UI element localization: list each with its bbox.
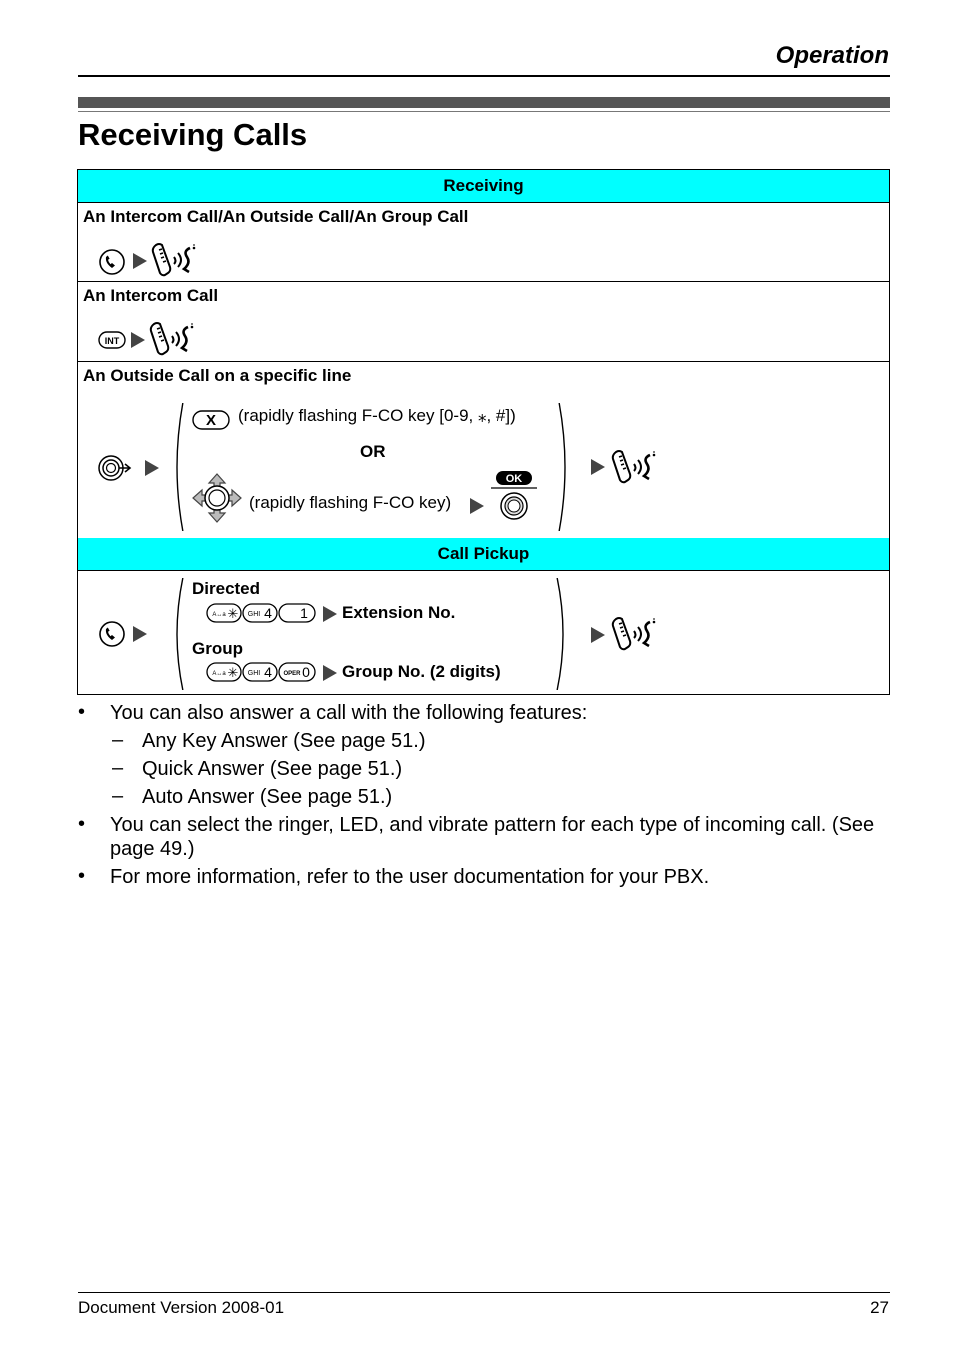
- ghi4-key-icon: [243, 663, 277, 681]
- handset-talk-icon: [610, 616, 658, 652]
- fco-key-text: (rapidly flashing F-CO key [0-9, ⁎, #]): [238, 406, 516, 425]
- directed-key-sequence: [206, 602, 318, 624]
- nav-key-icon: [192, 473, 242, 523]
- or-text: OR: [360, 442, 386, 461]
- fco-key-icon: [192, 409, 230, 431]
- star-key-icon: [207, 604, 241, 622]
- row-call-pickup: [78, 570, 889, 694]
- ok-key-icon: [490, 469, 538, 531]
- arrow-right-icon: [469, 497, 485, 515]
- arrow-right-icon: [130, 331, 146, 349]
- star-key-icon: [207, 663, 241, 681]
- svg-text:0: 0: [302, 664, 310, 680]
- svg-text:X: X: [205, 412, 217, 429]
- footer-rule: [78, 1292, 890, 1293]
- group-key-sequence: [206, 661, 318, 683]
- directed-label: Directed: [192, 579, 261, 598]
- svg-text:✳: ✳: [227, 666, 239, 681]
- bullet-mark: •: [78, 701, 86, 723]
- row-intercom-call: [78, 281, 889, 362]
- arrow-right-icon: [322, 605, 338, 623]
- page-number: 27: [870, 1298, 889, 1317]
- group-label: Group: [192, 639, 243, 658]
- bullet-text: For more information, refer to the user documentation for your PBX.: [110, 866, 710, 888]
- bullet-mark: •: [78, 865, 86, 887]
- page-title: Receiving Calls: [78, 117, 308, 152]
- row-title: An Intercom Call: [83, 286, 219, 305]
- bracket-right: [558, 403, 572, 531]
- handset-talk-icon: [610, 449, 658, 485]
- svg-text:A↔a: A↔a: [212, 671, 226, 677]
- bracket-left: [170, 578, 184, 690]
- arrow-right-icon: [132, 252, 148, 270]
- bullet-text: Any Key Answer (See page 51.): [142, 730, 426, 752]
- row-any-call: [78, 202, 889, 282]
- svg-text:✳: ✳: [227, 607, 239, 622]
- bullet-text: Auto Answer (See page 51.): [142, 786, 393, 808]
- one-key-icon: [279, 604, 315, 622]
- oper0-key-icon: [279, 663, 315, 681]
- bullet-text: You can select the ringer, LED, and vibrate pattern for each type of incoming call. (See page 49.): [110, 814, 875, 860]
- title-bar-decoration: [78, 97, 890, 108]
- svg-text:4: 4: [264, 664, 272, 680]
- bullet-mark: •: [78, 813, 86, 835]
- svg-text:OPER: OPER: [283, 671, 301, 677]
- arrow-right-icon: [590, 626, 606, 644]
- ghi4-key-icon: [243, 604, 277, 622]
- dash-mark: –: [112, 785, 124, 807]
- arrow-right-icon: [322, 664, 338, 682]
- handset-talk-icon: [148, 321, 196, 357]
- receiving-header: Receiving: [78, 170, 889, 203]
- handset-talk-icon: [150, 242, 198, 278]
- svg-text:GHI: GHI: [247, 611, 261, 618]
- group-target: Group No. (2 digits): [342, 662, 501, 681]
- row-outside-call-line: [78, 361, 889, 539]
- off-hook-key-icon: [98, 248, 126, 276]
- bracket-right: [556, 578, 570, 690]
- dash-mark: –: [112, 757, 124, 779]
- arrow-right-icon: [132, 625, 148, 643]
- section-title: Operation: [775, 42, 889, 69]
- arrow-right-icon: [590, 458, 606, 476]
- title-bar-underline: [78, 111, 890, 112]
- bullet-text: You can also answer a call with the following features:: [110, 702, 588, 724]
- doc-version: Document Version 2008-01: [78, 1298, 285, 1317]
- off-hook-key-icon: [98, 620, 126, 648]
- nav-key-text: (rapidly flashing F-CO key): [249, 493, 452, 512]
- row-title: An Intercom Call/An Outside Call/An Group Call: [83, 207, 469, 226]
- svg-text:INT: INT: [104, 336, 120, 346]
- receiving-calls-table: [77, 169, 890, 695]
- header-rule: [78, 75, 890, 77]
- row-title: An Outside Call on a specific line: [83, 366, 352, 385]
- int-key-icon: [98, 330, 126, 350]
- svg-text:OK: OK: [505, 473, 523, 485]
- directed-target: Extension No.: [342, 603, 456, 622]
- bullet-text: Quick Answer (See page 51.): [142, 758, 403, 780]
- arrow-right-icon: [144, 459, 160, 477]
- bracket-left: [170, 403, 184, 531]
- svg-text:A↔a: A↔a: [212, 612, 226, 618]
- dash-mark: –: [112, 729, 124, 751]
- svg-text:1: 1: [300, 605, 308, 621]
- svg-text:4: 4: [264, 605, 272, 621]
- co-button-icon: [97, 453, 137, 483]
- svg-text:GHI: GHI: [247, 670, 261, 677]
- call-pickup-header: Call Pickup: [78, 538, 889, 571]
